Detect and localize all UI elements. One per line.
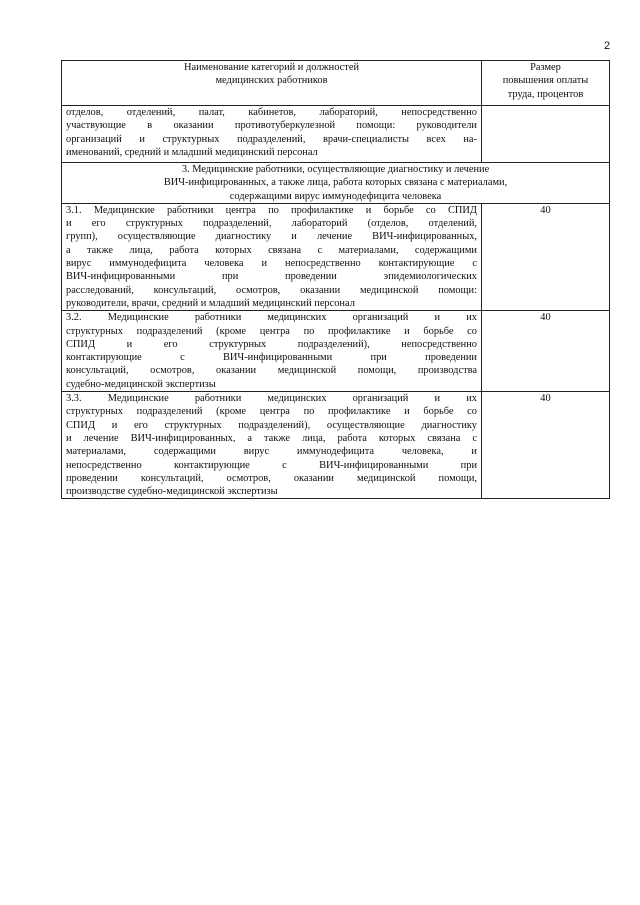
section-heading-row	[62, 163, 610, 204]
text-line: структурных подразделений (кроме центра по профилактике и борьбе со	[66, 325, 477, 337]
table-row-continuation	[62, 106, 610, 163]
text-line: проведении консультаций, осмотров, оказании медицинской помощи,	[66, 472, 477, 484]
text-line: 3.1. Медицинские работники центра по профилактике и борьбе со СПИД	[66, 204, 477, 216]
row-value-cell: 40	[482, 311, 610, 392]
row-text-cell	[62, 392, 482, 499]
section-heading-cell	[62, 163, 610, 204]
text-line: СПИД и его структурных подразделений), непосредственно	[66, 338, 477, 350]
text-line: консультаций, осмотров, оказании медицинской помощи, производства	[66, 365, 477, 377]
text-line: судебно-медицинской экспертизы	[66, 378, 216, 390]
text-line: непосредственно контактирующие с ВИЧ-инфицированными при	[66, 459, 477, 471]
table-row	[62, 392, 610, 499]
row-value-cell: 40	[482, 203, 610, 310]
text-line: и лечение ВИЧ-инфицированных, а также лица, работа которых связана с	[66, 432, 477, 444]
header-category-line: Наименование категорий и должностей	[183, 62, 360, 73]
text-line: 3.2. Медицинские работники медицинских организаций и их	[66, 312, 477, 324]
row-text-cell	[62, 203, 482, 310]
text-line: структурных подразделений (кроме центра по профилактике и борьбе со	[66, 406, 477, 418]
text-line: материалами, содержащими вирус иммунодефицита человека, и	[66, 446, 477, 458]
text-line: именований, средний и младший медицинский персонал	[66, 146, 318, 158]
text-line: контактирующие с ВИЧ-инфицированными при проведении	[66, 352, 477, 364]
text-line: 3.3. Медицинские работники медицинских организаций и их	[66, 393, 477, 405]
row-text-cell	[62, 311, 482, 392]
text-line: ВИЧ-инфицированными при проведении эпидемиологических	[66, 271, 477, 283]
text-line: отделов, отделений, палат, кабинетов, лабораторий, непосредственно	[66, 107, 477, 118]
text-line: а также лица, работа которых связана с материалами, содержащими	[66, 244, 477, 256]
table-row	[62, 203, 610, 310]
header-percent-cell	[482, 61, 610, 106]
allowance-table	[61, 60, 610, 499]
text-line: групп), осуществляющие диагностику и лечение ВИЧ-инфицированных,	[66, 231, 477, 243]
continuation-text-cell	[62, 106, 482, 163]
table-row	[62, 311, 610, 392]
text-line: руководители, врачи, средний и младший медицинский персонал	[66, 297, 355, 309]
row-value-cell: 40	[482, 392, 610, 499]
header-category-cell	[62, 61, 482, 106]
text-line: участвующие в оказании противотуберкулезной помощи: руководители	[66, 120, 477, 132]
text-line: расследований, консультаций, осмотров, оказании медицинской помощи:	[66, 284, 477, 296]
header-percent-line: повышения оплаты	[502, 75, 589, 87]
section-heading-line: ВИЧ-инфицированных, а также лица, работа которых связана с материалами,	[163, 177, 508, 189]
section-heading-line: 3. Медицинские работники, осуществляющие диагностику и лечение	[181, 164, 490, 175]
header-percent-line: Размер	[530, 62, 561, 73]
text-line: производстве судебно-медицинской экспертизы	[66, 486, 278, 498]
page-number: 2	[604, 40, 611, 52]
text-line: и его структурных подразделений, лабораторий (отделов, отделений,	[66, 218, 477, 230]
text-line: СПИД и его структурных подразделений), осуществляющие диагностику	[66, 419, 477, 431]
header-percent-line: труда, процентов	[507, 88, 584, 100]
text-line: организаций и структурных подразделений, врачи-специалисты всех на-	[66, 133, 477, 145]
continuation-value-cell	[482, 106, 610, 163]
section-heading-line: содержащими вирус иммунодефицита человека	[229, 190, 442, 202]
table-header-row	[62, 61, 610, 106]
text-line: вирус иммунодефицита человека и непосредственно контактирующие с	[66, 258, 477, 270]
header-category-line: медицинских работников	[215, 75, 328, 87]
